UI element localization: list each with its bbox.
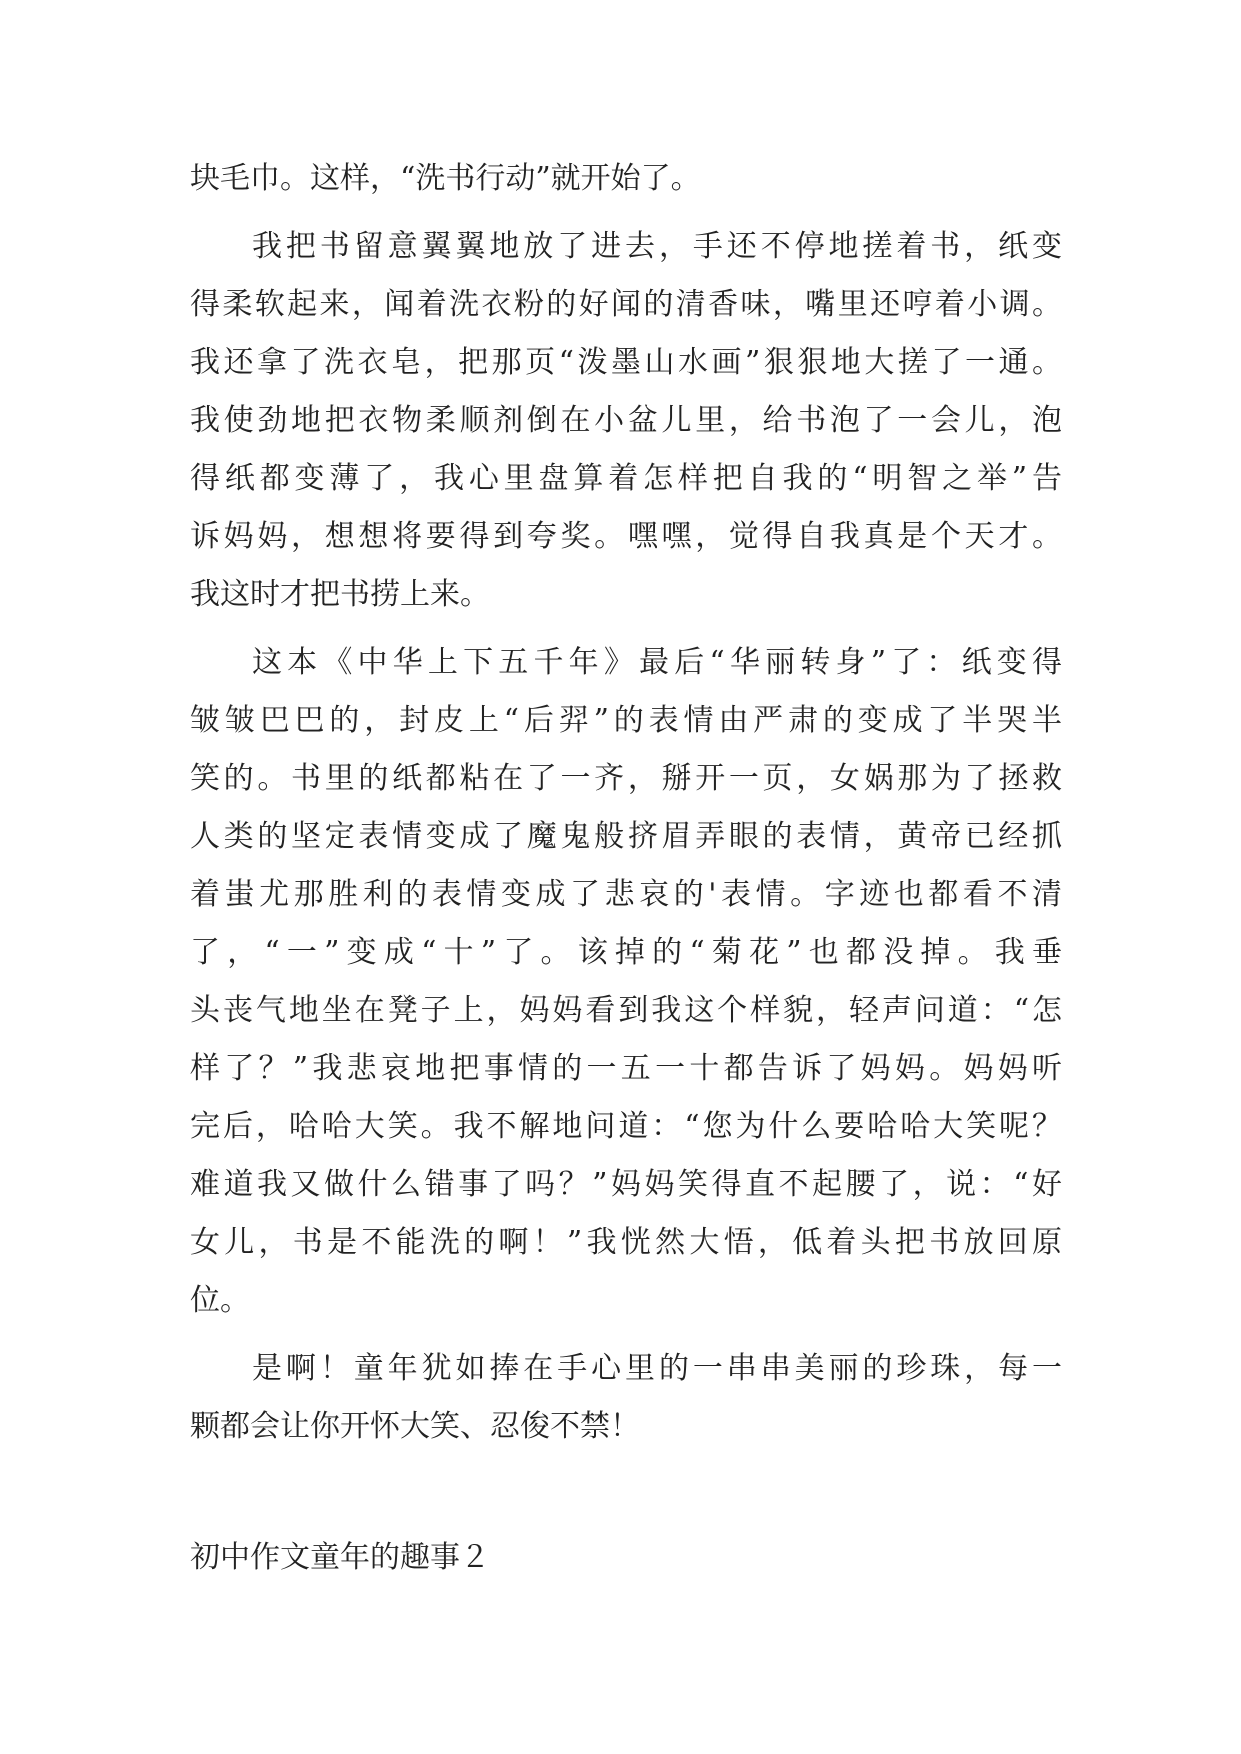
paragraph-line: 皱皱巴巴的，封皮上“后羿”的表情由严肃的变成了半哭半 xyxy=(190,703,1062,738)
paragraph-line: 块毛巾。这样，“洗书行动”就开始了。 xyxy=(190,161,701,196)
paragraph-line: 女儿，书是不能洗的啊！”我恍然大悟，低着头把书放回原 xyxy=(190,1225,1062,1260)
paragraph-line: 我还拿了洗衣皂，把那页“泼墨山水画”狠狠地大搓了一通。 xyxy=(190,345,1062,380)
paragraph-line: 人类的坚定表情变成了魔鬼般挤眉弄眼的表情，黄帝已经抓 xyxy=(190,819,1062,854)
paragraph-line: 了，“一”变成“十”了。该掉的“菊花”也都没掉。我垂 xyxy=(190,935,1062,970)
paragraph-line: 诉妈妈，想想将要得到夸奖。嘿嘿，觉得自我真是个天才。 xyxy=(190,519,1062,554)
essay-body xyxy=(190,150,1062,1588)
paragraph-line: 完后，哈哈大笑。我不解地问道：“您为什么要哈哈大笑呢？ xyxy=(190,1109,1062,1144)
paragraph-line: 笑的。书里的纸都粘在了一齐，掰开一页，女娲那为了拯救 xyxy=(190,761,1062,796)
paragraph-line: 位。 xyxy=(190,1283,250,1318)
paragraph-line: 我使劲地把衣物柔顺剂倒在小盆儿里，给书泡了一会儿，泡 xyxy=(190,403,1062,438)
paragraph-line: 是啊！童年犹如捧在手心里的一串串美丽的珍珠，每一 xyxy=(252,1351,1062,1386)
paragraph-line: 颗都会让你开怀大笑、忍俊不禁！ xyxy=(190,1409,640,1444)
paragraph-line: 头丧气地坐在凳子上，妈妈看到我这个样貌，轻声问道：“怎 xyxy=(190,993,1062,1028)
paragraph-line: 得纸都变薄了，我心里盘算着怎样把自我的“明智之举”告 xyxy=(190,461,1062,496)
paragraph-line: 着蚩尤那胜利的表情变成了悲哀的'表情。字迹也都看不清 xyxy=(190,877,1062,912)
paragraph-line: 我这时才把书捞上来。 xyxy=(190,577,490,612)
paragraph-line: 这本《中华上下五千年》最后“华丽转身”了：纸变得 xyxy=(252,645,1062,680)
paragraph-line: 我把书留意翼翼地放了进去，手还不停地搓着书，纸变 xyxy=(252,229,1062,264)
paragraph-line: 得柔软起来，闻着洗衣粉的好闻的清香味，嘴里还哼着小调。 xyxy=(190,287,1062,322)
paragraph-line: 难道我又做什么错事了吗？”妈妈笑得直不起腰了，说：“好 xyxy=(190,1167,1062,1202)
paragraph-line: 样了？”我悲哀地把事情的一五一十都告诉了妈妈。妈妈听 xyxy=(190,1051,1062,1086)
section-heading: 初中作文童年的趣事２ xyxy=(190,1540,490,1575)
